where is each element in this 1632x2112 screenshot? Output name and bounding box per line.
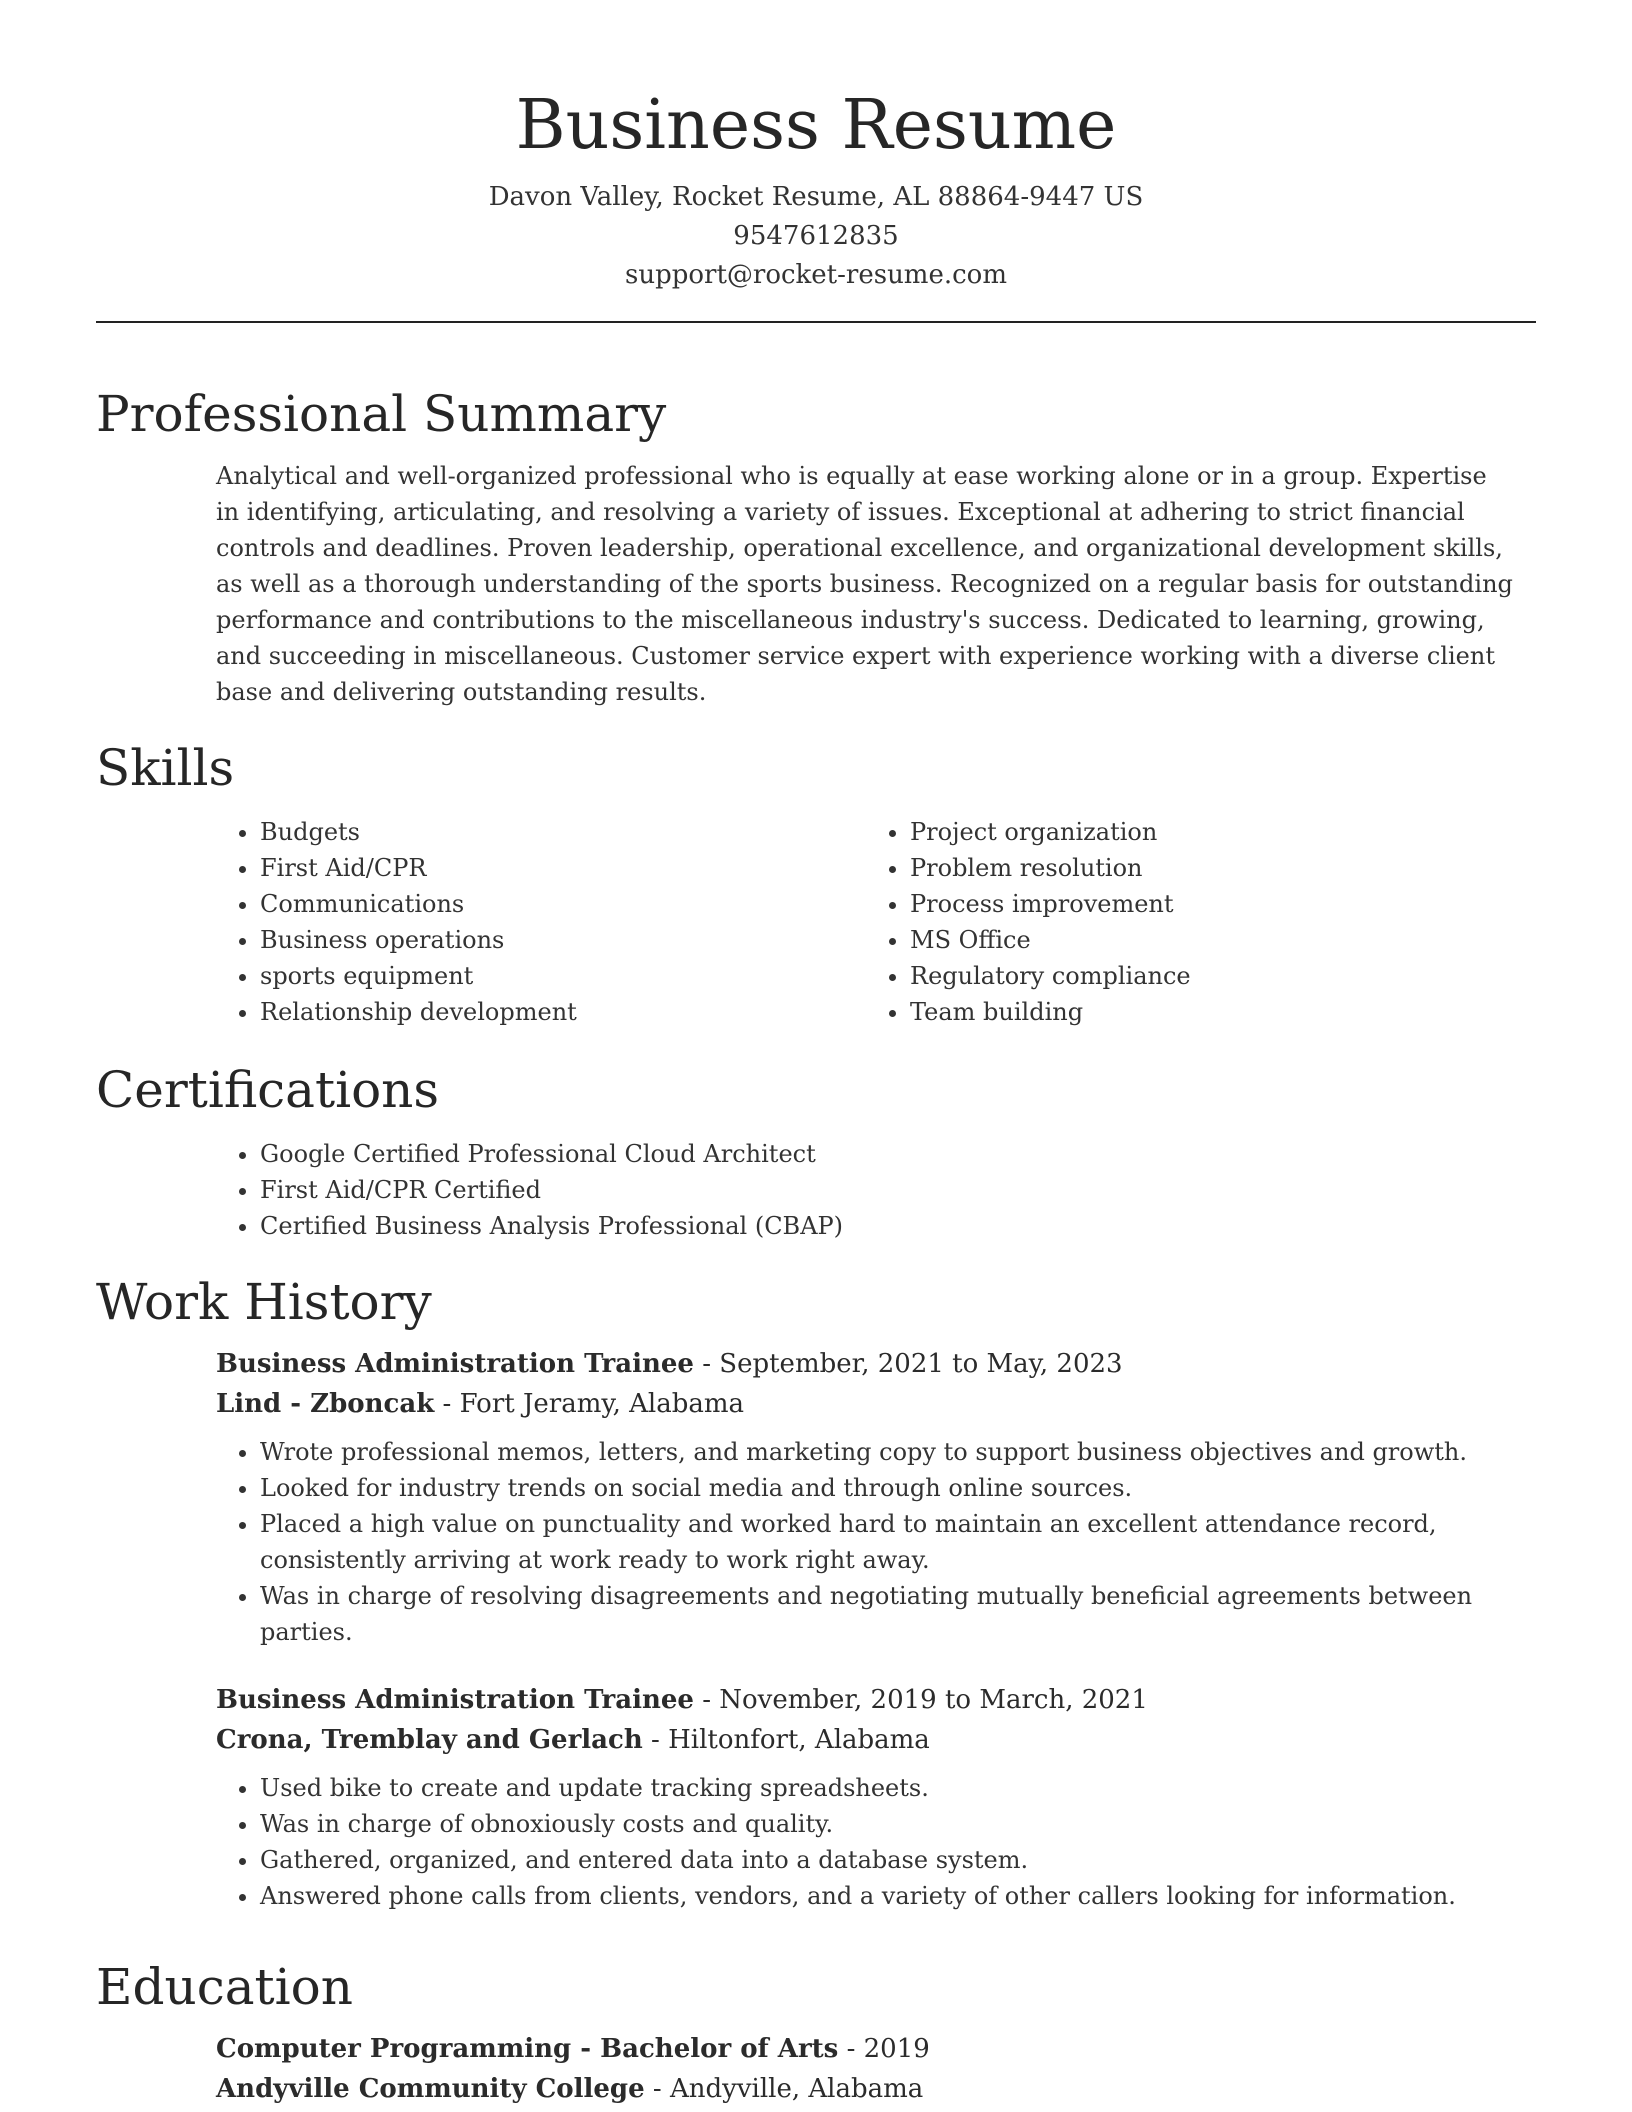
contact-phone: 9547612835	[733, 221, 899, 251]
separator: -	[693, 1685, 720, 1715]
job-employer-line	[216, 1384, 1536, 1424]
skill-item: • MS Office	[910, 922, 1516, 958]
resume-page	[96, 0, 1536, 2104]
skill-item: • Relationship development	[260, 994, 866, 1030]
job-entry	[216, 1680, 1536, 1914]
job-location: Hiltonfort, Alabama	[668, 1725, 930, 1755]
work-history-heading: Work History	[96, 1273, 432, 1331]
job-role: Business Administration Trainee	[216, 1685, 694, 1715]
summary-section	[96, 382, 1536, 710]
education-entry	[216, 2029, 1536, 2109]
contact-block	[96, 178, 1536, 295]
resume-name: Business Resume	[515, 86, 1117, 165]
work-history-section	[96, 1270, 1536, 1914]
skills-heading: Skills	[96, 739, 235, 797]
certification-item: • Certified Business Analysis Professional (CBAP)	[260, 1208, 1536, 1244]
skills-columns	[216, 814, 1536, 1030]
certifications-list	[216, 1136, 1536, 1244]
skills-column-left	[216, 814, 866, 1030]
job-duty: • Was in charge of obnoxiously costs and quality.	[260, 1806, 1536, 1842]
skill-item: • sports equipment	[260, 958, 866, 994]
job-location: Fort Jeramy, Alabama	[459, 1389, 745, 1419]
job-dates: September, 2021 to May, 2023	[719, 1349, 1123, 1379]
separator: -	[571, 2034, 601, 2064]
skill-item: • Communications	[260, 886, 866, 922]
certification-item: • First Aid/CPR Certified	[260, 1172, 1536, 1208]
job-duty: • Gathered, organized, and entered data into a database system.	[260, 1842, 1536, 1878]
skills-column-right	[866, 814, 1516, 1030]
separator: -	[434, 1389, 460, 1419]
education-degree-line	[216, 2029, 1536, 2069]
skills-section	[96, 736, 1536, 1030]
job-title-line	[216, 1680, 1536, 1720]
job-duty: • Used bike to create and update tracking spreadsheets.	[260, 1770, 1536, 1806]
summary-text: Analytical and well-organized professional who is equally at ease working alone or in a group. Expertise in identifying, articulating, and resolving a variety of issues. Exceptional at adhering to strict financial controls and deadlines. Proven leadership, operational excellence, and organizational development skills, as well as a thorough understanding of the sports business. Recognized on a regular basis for outstanding performance and contributions to the miscellaneous industry's success. Dedicated to learning, growing, and succeeding in miscellaneous. Customer service expert with experience working with a diverse client base and delivering outstanding results.	[216, 462, 1513, 706]
skill-item: • Team building	[910, 994, 1516, 1030]
education-year: 2019	[863, 2034, 930, 2064]
education-heading: Education	[96, 1958, 353, 2016]
contact-address: Davon Valley, Rocket Resume, AL 88864-9447 US	[488, 182, 1144, 212]
education-field: Computer Programming	[216, 2034, 572, 2064]
resume-header	[96, 0, 1536, 323]
certifications-section	[96, 1058, 1536, 1244]
job-company: Lind - Zboncak	[216, 1389, 435, 1419]
skill-item: • Regulatory compliance	[910, 958, 1516, 994]
job-entry	[216, 1344, 1536, 1650]
job-duties-list	[216, 1770, 1536, 1914]
certification-item: • Google Certified Professional Cloud Architect	[260, 1136, 1536, 1172]
education-section	[96, 1955, 1536, 2109]
job-duties-list	[216, 1434, 1536, 1650]
separator: -	[693, 1349, 720, 1379]
education-degree: Bachelor of Arts	[600, 2034, 839, 2064]
separator: -	[838, 2034, 864, 2064]
job-role: Business Administration Trainee	[216, 1349, 694, 1379]
job-duty: • Wrote professional memos, letters, and marketing copy to support business objectives and growth.	[260, 1434, 1536, 1470]
skill-item: • Process improvement	[910, 886, 1516, 922]
job-employer-line	[216, 1720, 1536, 1760]
job-duty: • Was in charge of resolving disagreements and negotiating mutually beneficial agreements between parties.	[260, 1578, 1536, 1650]
separator: -	[644, 2074, 670, 2104]
education-location: Andyville, Alabama	[670, 2074, 924, 2104]
skill-item: • Budgets	[260, 814, 866, 850]
header-divider	[96, 321, 1536, 323]
education-school-line	[216, 2069, 1536, 2109]
job-dates: November, 2019 to March, 2021	[719, 1685, 1148, 1715]
education-school: Andyville Community College	[216, 2074, 645, 2104]
skill-item: • Project organization	[910, 814, 1516, 850]
job-duty: • Looked for industry trends on social media and through online sources.	[260, 1470, 1536, 1506]
contact-email: support@rocket-resume.com	[624, 260, 1007, 290]
skill-item: • First Aid/CPR	[260, 850, 866, 886]
certifications-heading: Certifications	[96, 1061, 440, 1119]
job-company: Crona, Tremblay and Gerlach	[216, 1725, 643, 1755]
job-duty: • Answered phone calls from clients, vendors, and a variety of other callers looking for information.	[260, 1878, 1536, 1914]
skill-item: • Problem resolution	[910, 850, 1516, 886]
job-duty: • Placed a high value on punctuality and worked hard to maintain an excellent attendance record, consistently arriving at work ready to work right away.	[260, 1506, 1536, 1578]
separator: -	[642, 1725, 669, 1755]
skill-item: • Business operations	[260, 922, 866, 958]
summary-heading: Professional Summary	[96, 385, 667, 443]
job-title-line	[216, 1344, 1536, 1384]
